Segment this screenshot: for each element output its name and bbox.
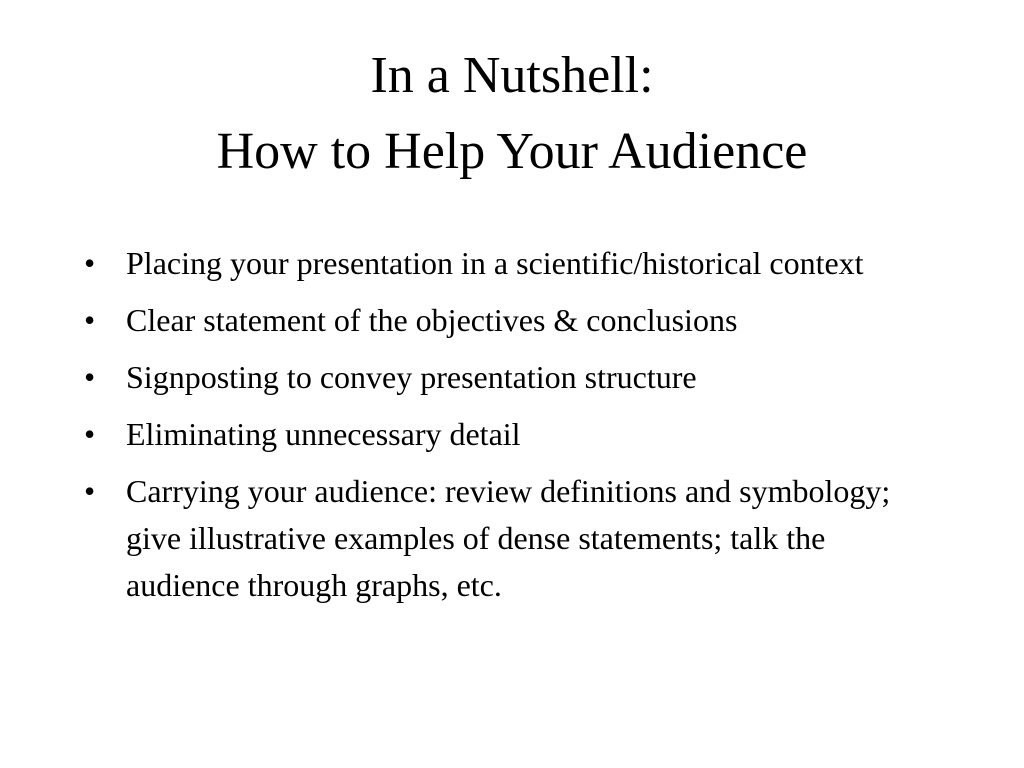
bullet-icon: •	[84, 359, 96, 395]
bullet-text: Clear statement of the objectives & conclusions	[126, 302, 738, 338]
title-line-2: How to Help Your Audience	[216, 123, 808, 180]
title-line-1: In a Nutshell:	[370, 47, 654, 104]
bullet-icon: •	[84, 302, 96, 338]
bullet-text: Signposting to convey presentation structure	[126, 359, 697, 395]
bullet-icon: •	[84, 473, 96, 509]
bullet-item-context	[80, 240, 940, 287]
bullet-item-carrying-audience	[80, 468, 940, 609]
slide-title	[0, 38, 1024, 190]
bullet-text: Placing your presentation in a scientific/historical context	[126, 245, 864, 281]
bullet-list	[80, 240, 940, 619]
bullet-item-detail	[80, 411, 940, 458]
bullet-icon: •	[84, 416, 96, 452]
bullet-text: Eliminating unnecessary detail	[126, 416, 521, 452]
bullet-item-signposting	[80, 354, 940, 401]
bullet-item-objectives	[80, 297, 940, 344]
bullet-text: Carrying your audience: review definitions and symbology; give illustrative examples of dense statements; talk the audience through graphs, etc.	[126, 473, 891, 603]
bullet-icon: •	[84, 245, 96, 281]
